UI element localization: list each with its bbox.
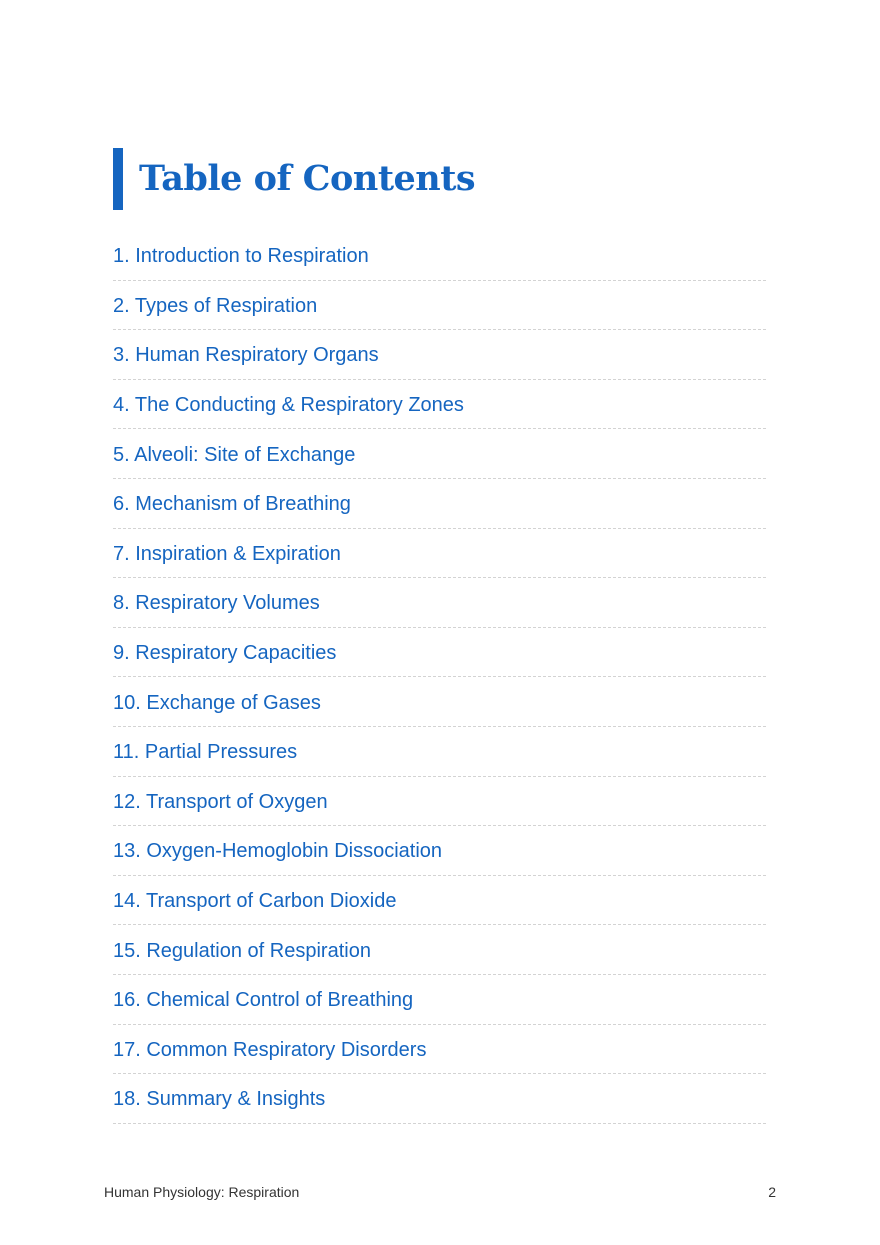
- toc-entry: [113, 330, 766, 380]
- toc-link-oxygen-transport[interactable]: 12. Transport of Oxygen: [113, 790, 328, 813]
- toc-entry: [113, 628, 766, 678]
- toc-link-dissociation[interactable]: 13. Oxygen-Hemoglobin Dissociation: [113, 840, 443, 863]
- page-title: Table of Contents: [139, 158, 476, 199]
- toc-entry: [113, 429, 766, 479]
- toc-entry: [113, 826, 766, 876]
- toc-link-volumes[interactable]: 8. Respiratory Volumes: [113, 592, 320, 615]
- toc-link-summary[interactable]: 18. Summary & Insights: [113, 1088, 326, 1111]
- toc-link-alveoli[interactable]: 5. Alveoli: Site of Exchange: [113, 443, 356, 466]
- toc-entry: [113, 529, 766, 579]
- title-accent-bar: [113, 148, 123, 210]
- toc-link-partial-pressures[interactable]: 11. Partial Pressures: [113, 741, 298, 764]
- toc-link-capacities[interactable]: 9. Respiratory Capacities: [113, 642, 337, 665]
- toc-entry: [113, 380, 766, 430]
- toc-entry: [113, 677, 766, 727]
- toc-link-regulation[interactable]: 15. Regulation of Respiration: [113, 939, 371, 962]
- toc-entry: [113, 777, 766, 827]
- toc-entry: [113, 578, 766, 628]
- toc-entry: [113, 1074, 766, 1124]
- toc-link-disorders[interactable]: 17. Common Respiratory Disorders: [113, 1038, 427, 1061]
- toc-entry: [113, 975, 766, 1025]
- toc-link-types[interactable]: 2. Types of Respiration: [113, 294, 318, 317]
- toc-list: [113, 231, 766, 1124]
- toc-link-co2-transport[interactable]: 14. Transport of Carbon Dioxide: [113, 890, 397, 913]
- toc-entry: [113, 876, 766, 926]
- toc-entry: [113, 479, 766, 529]
- toc-entry: [113, 231, 766, 281]
- footer-document-title: Human Physiology: Respiration: [104, 1184, 300, 1200]
- toc-link-introduction[interactable]: 1. Introduction to Respiration: [113, 245, 369, 268]
- toc-link-chemical-control[interactable]: 16. Chemical Control of Breathing: [113, 989, 414, 1012]
- footer-page-number: 2: [768, 1184, 776, 1200]
- toc-heading: [113, 148, 475, 210]
- toc-link-mechanism[interactable]: 6. Mechanism of Breathing: [113, 493, 351, 516]
- toc-entry: [113, 1025, 766, 1075]
- toc-entry: [113, 925, 766, 975]
- toc-link-exchange[interactable]: 10. Exchange of Gases: [113, 691, 321, 714]
- toc-link-inspiration[interactable]: 7. Inspiration & Expiration: [113, 542, 341, 565]
- toc-link-zones[interactable]: 4. The Conducting & Respiratory Zones: [113, 394, 464, 417]
- toc-entry: [113, 281, 766, 331]
- toc-link-organs[interactable]: 3. Human Respiratory Organs: [113, 344, 379, 367]
- toc-entry: [113, 727, 766, 777]
